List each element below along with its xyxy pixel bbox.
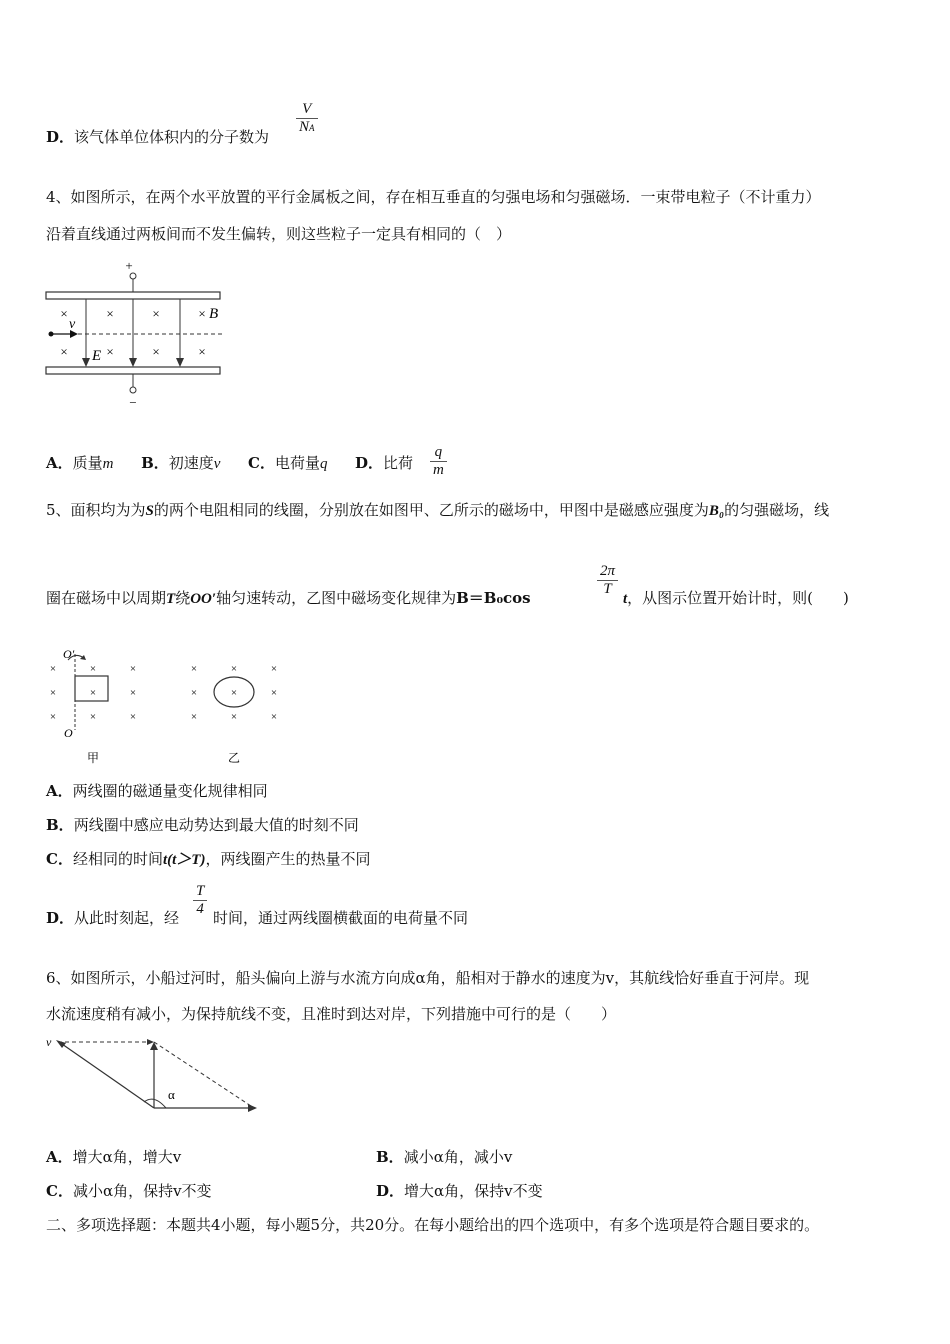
cross-mark: × xyxy=(129,663,137,675)
top-plate xyxy=(46,292,220,299)
label-v: v xyxy=(69,317,76,332)
label-o-top: O′ xyxy=(63,647,75,661)
frac-denominator: m xyxy=(433,462,444,478)
label-E: E xyxy=(92,348,102,364)
frac-numerator: V xyxy=(296,101,318,119)
cross-mark: × xyxy=(89,687,97,699)
option-text: 电荷量 xyxy=(274,454,320,472)
frac-denominator: T xyxy=(603,581,612,597)
label-yi: 乙 xyxy=(227,751,241,765)
option-text: 初速度 xyxy=(168,454,214,472)
option-text: 该气体单位体积内的分子数为 xyxy=(74,128,270,146)
label-alpha: α xyxy=(168,1087,175,1102)
cross-mark: × xyxy=(230,687,238,699)
frac-denominator: NA xyxy=(299,119,315,135)
cross-mark: × xyxy=(129,711,137,723)
bottom-plate xyxy=(46,367,220,374)
cross-mark: × xyxy=(106,306,114,321)
q6-option-d: D．增大α角，保持v不变 xyxy=(376,1182,543,1200)
q5-option-d: D．从此时刻起，经 xyxy=(46,909,180,927)
cross-mark: × xyxy=(270,711,278,723)
q6-figure xyxy=(44,1036,264,1116)
label-v: v xyxy=(46,1035,52,1049)
frac-numerator: T xyxy=(193,883,207,901)
option-label: C． xyxy=(248,454,275,472)
q5-stem-line1: 5、面积均为为S的两个电阻相同的线圈，分别放在如图甲、乙所示的磁场中，甲图中是磁感应强度为B₀的匀强磁场，线 xyxy=(46,501,830,519)
cross-mark: × xyxy=(60,306,68,321)
label-jia: 甲 xyxy=(86,751,100,765)
frac-numerator: q xyxy=(430,444,447,462)
q3-fraction xyxy=(296,101,318,137)
option-symbol: v xyxy=(213,456,221,472)
minus-sign: − xyxy=(129,395,137,410)
cross-mark: × xyxy=(106,344,114,359)
q4-options xyxy=(46,453,413,474)
cross-mark: × xyxy=(198,306,206,321)
cross-mark: × xyxy=(60,344,68,359)
cross-mark: × xyxy=(190,663,198,675)
q6-stem-line2: 水流速度稍有减小，为保持航线不变，且准时到达对岸，下列措施中可行的是（ ） xyxy=(46,1005,617,1023)
q5-stem-line2: 圈在磁场中以周期T绕OO′轴匀速转动，乙图中磁场变化规律为B＝B₀cos xyxy=(46,589,531,607)
q4-figure xyxy=(40,258,230,408)
q5-figure xyxy=(44,642,304,772)
frac-denominator: 4 xyxy=(196,901,204,917)
cross-mark: × xyxy=(152,344,160,359)
q5-fraction xyxy=(597,563,618,598)
q4-d-fraction xyxy=(430,444,447,479)
cross-mark: × xyxy=(89,663,97,675)
option-label: A． xyxy=(46,454,73,472)
cross-mark: × xyxy=(190,687,198,699)
q5-option-c: C．经相同的时间t(t＞T)，两线圈产生的热量不同 xyxy=(46,850,371,868)
cross-mark: × xyxy=(129,687,137,699)
q5-stem-line2-tail: t，从图示位置开始计时，则( ) xyxy=(623,589,849,607)
cross-mark: × xyxy=(270,687,278,699)
q5-d-fraction xyxy=(193,883,207,918)
label-B: B xyxy=(209,306,219,322)
cross-mark: × xyxy=(49,687,57,699)
q5-option-a: A．两线圈的磁通量变化规律相同 xyxy=(46,782,268,800)
cross-mark: × xyxy=(198,344,206,359)
q5-option-d-tail: 时间，通过两线圈横截面的电荷量不同 xyxy=(213,909,469,927)
option-label: D． xyxy=(46,128,75,146)
option-symbol: q xyxy=(319,456,328,472)
cross-mark: × xyxy=(190,711,198,723)
q4-stem-line1: 4、如图所示，在两个水平放置的平行金属板之间，存在相互垂直的匀强电场和匀强磁场．一束带电粒子（不计重力） xyxy=(46,188,821,206)
cross-mark: × xyxy=(152,306,160,321)
velocity-v xyxy=(62,1044,154,1108)
cross-mark: × xyxy=(230,711,238,723)
q3-option-d xyxy=(46,127,269,147)
q6-option-b: B．减小α角，减小v xyxy=(376,1148,513,1166)
option-text: 质量 xyxy=(72,454,103,472)
q4-stem-line2: 沿着直线通过两板间而不发生偏转，则这些粒子一定具有相同的（ ） xyxy=(46,225,512,243)
q5-option-b: B．两线圈中感应电动势达到最大值的时刻不同 xyxy=(46,816,359,834)
q6-option-c: C．减小α角，保持v不变 xyxy=(46,1182,212,1200)
q6-stem-line1: 6、如图所示，小船过河时，船头偏向上游与水流方向成α角，船相对于静水的速度为v，其航线恰好垂直于河岸。现 xyxy=(46,969,810,987)
cross-mark: × xyxy=(270,663,278,675)
option-symbol: m xyxy=(102,456,114,472)
label-o-bottom: O xyxy=(64,726,73,740)
cross-mark: × xyxy=(49,663,57,675)
option-label: D． xyxy=(355,454,384,472)
option-text: 比荷 xyxy=(383,454,414,472)
cross-mark: × xyxy=(89,711,97,723)
frac-numerator: 2π xyxy=(597,563,618,581)
q6-option-a: A．增大α角，增大v xyxy=(46,1148,182,1166)
plus-sign: + xyxy=(125,258,133,273)
cross-mark: × xyxy=(230,663,238,675)
section2-heading: 二、多项选择题：本题共4小题，每小题5分，共20分。在每小题给出的四个选项中，有多个选项是符合题目要求的。 xyxy=(46,1216,820,1234)
option-label: B． xyxy=(141,454,169,472)
cross-mark: × xyxy=(49,711,57,723)
